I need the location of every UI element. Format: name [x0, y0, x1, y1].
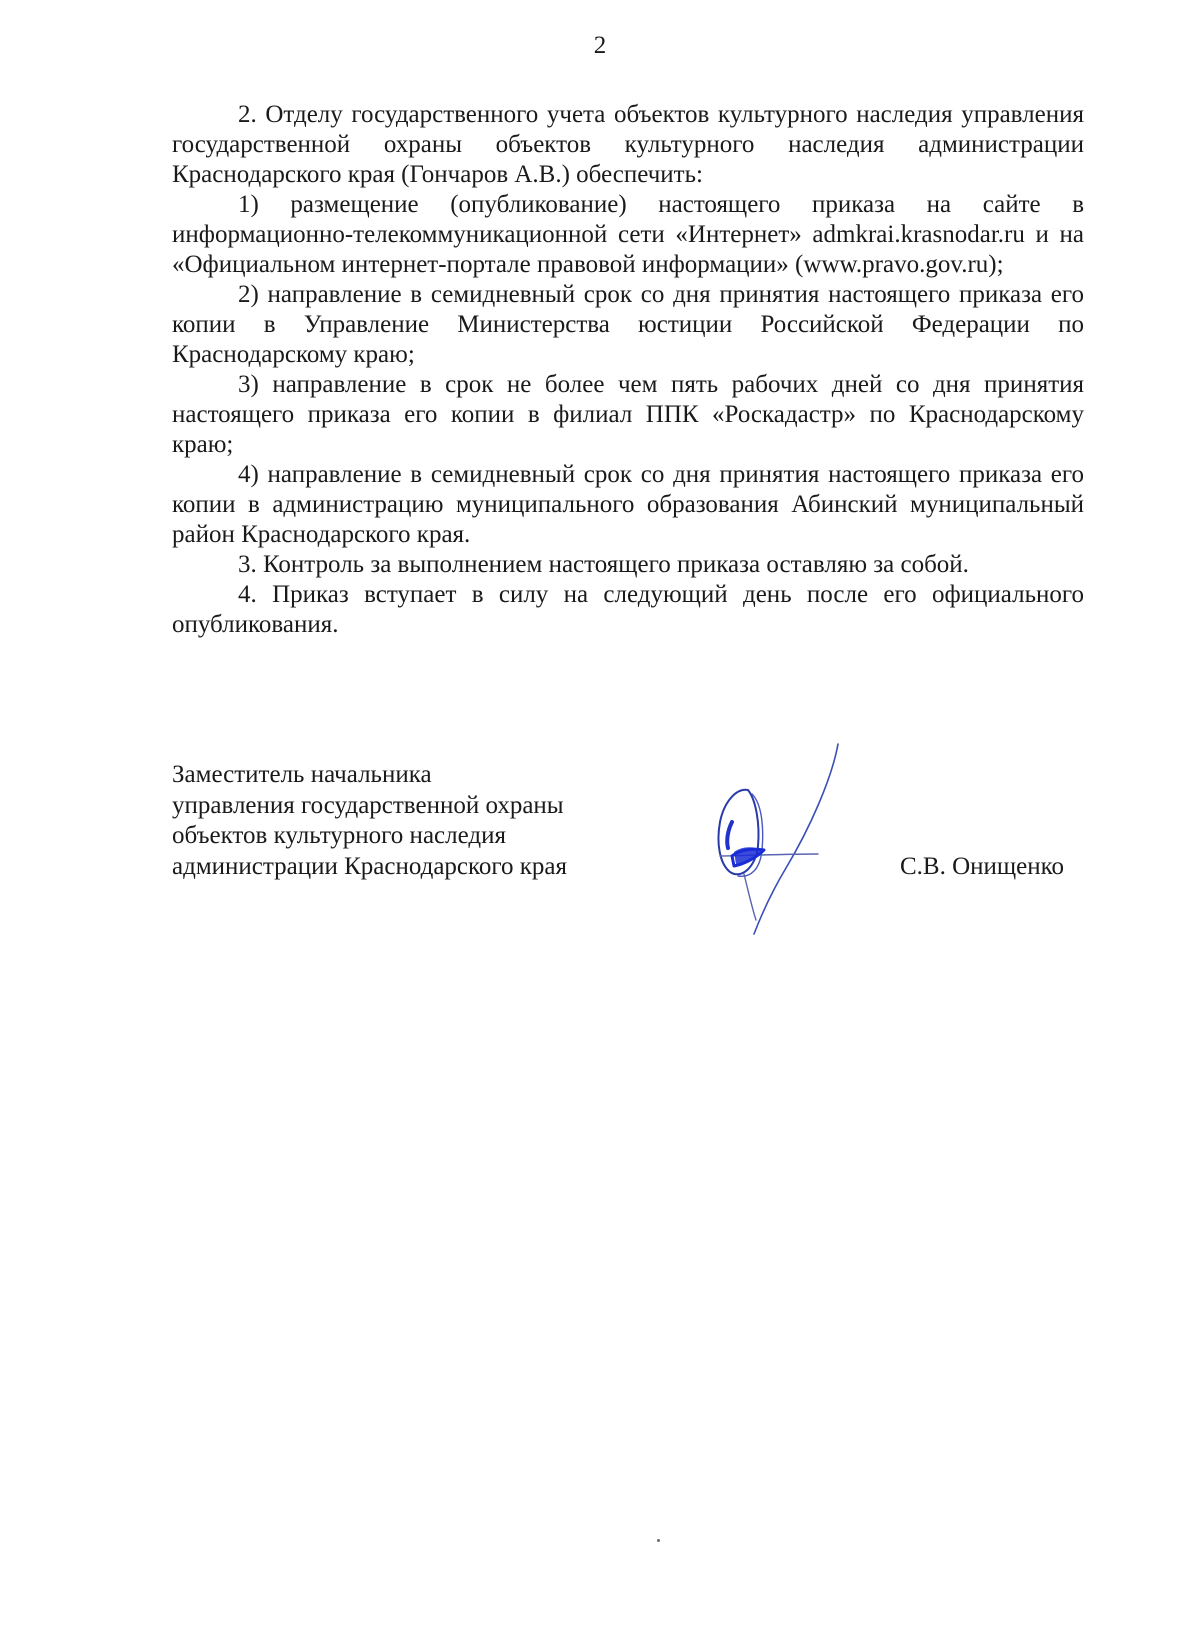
handwritten-signature — [690, 738, 860, 948]
signatory-title-line: управления государственной охраны — [172, 791, 564, 819]
signature-stroke — [727, 822, 732, 848]
signature-stroke — [754, 744, 838, 934]
order-body — [172, 100, 1084, 640]
signatory-title-line: объектов культурного наследия — [172, 822, 506, 849]
paragraph-2-instruction: 2. Отделу государственного учета объектов культурного наследия управления государственной охраны объектов культурного наследия администрации Краснодарского края (Гончаров А.В.) обеспечить: — [172, 101, 1084, 188]
paragraph-2-item-2: 2) направление в семидневный срок со дня принятия настоящего приказа его копии в Управление Министерства юстиции Российской Федерации по Краснодарскому краю; — [172, 281, 1084, 368]
paragraph-2-item-4: 4) направление в семидневный срок со дня принятия настоящего приказа его копии в администрацию муниципального образования Абинский муниципальный район Краснодарского края. — [172, 461, 1084, 548]
signature-stroke — [744, 874, 756, 920]
signatory-title — [172, 760, 567, 882]
paragraph-3-control: 3. Контроль за выполнением настоящего приказа оставляю за собой. — [238, 551, 969, 578]
paragraph-2-item-1: 1) размещение (опубликование) настоящего приказа на сайте в информационно-телекоммуникационной сети «Интернет» admkrai.krasnodar.ru и на «Официальном интернет-портале правовой информации» (www.pravo.gov.ru); — [172, 191, 1084, 278]
signatory-title-line: администрации Краснодарского края — [172, 852, 568, 880]
scan-speck — [657, 1539, 660, 1542]
page-number: 2 — [593, 32, 607, 59]
signatory-title-line: Заместитель начальника — [172, 761, 432, 788]
signatory-name: С.В. Онищенко — [900, 853, 1065, 880]
paragraph-2-item-3: 3) направление в срок не более чем пять рабочих дней со дня принятия настоящего приказа его копии в филиал ППК «Роскадастр» по Краснодарскому краю; — [172, 371, 1084, 458]
paragraph-4-effective-date: 4. Приказ вступает в силу на следующий день после его официального опубликования. — [172, 581, 1084, 638]
